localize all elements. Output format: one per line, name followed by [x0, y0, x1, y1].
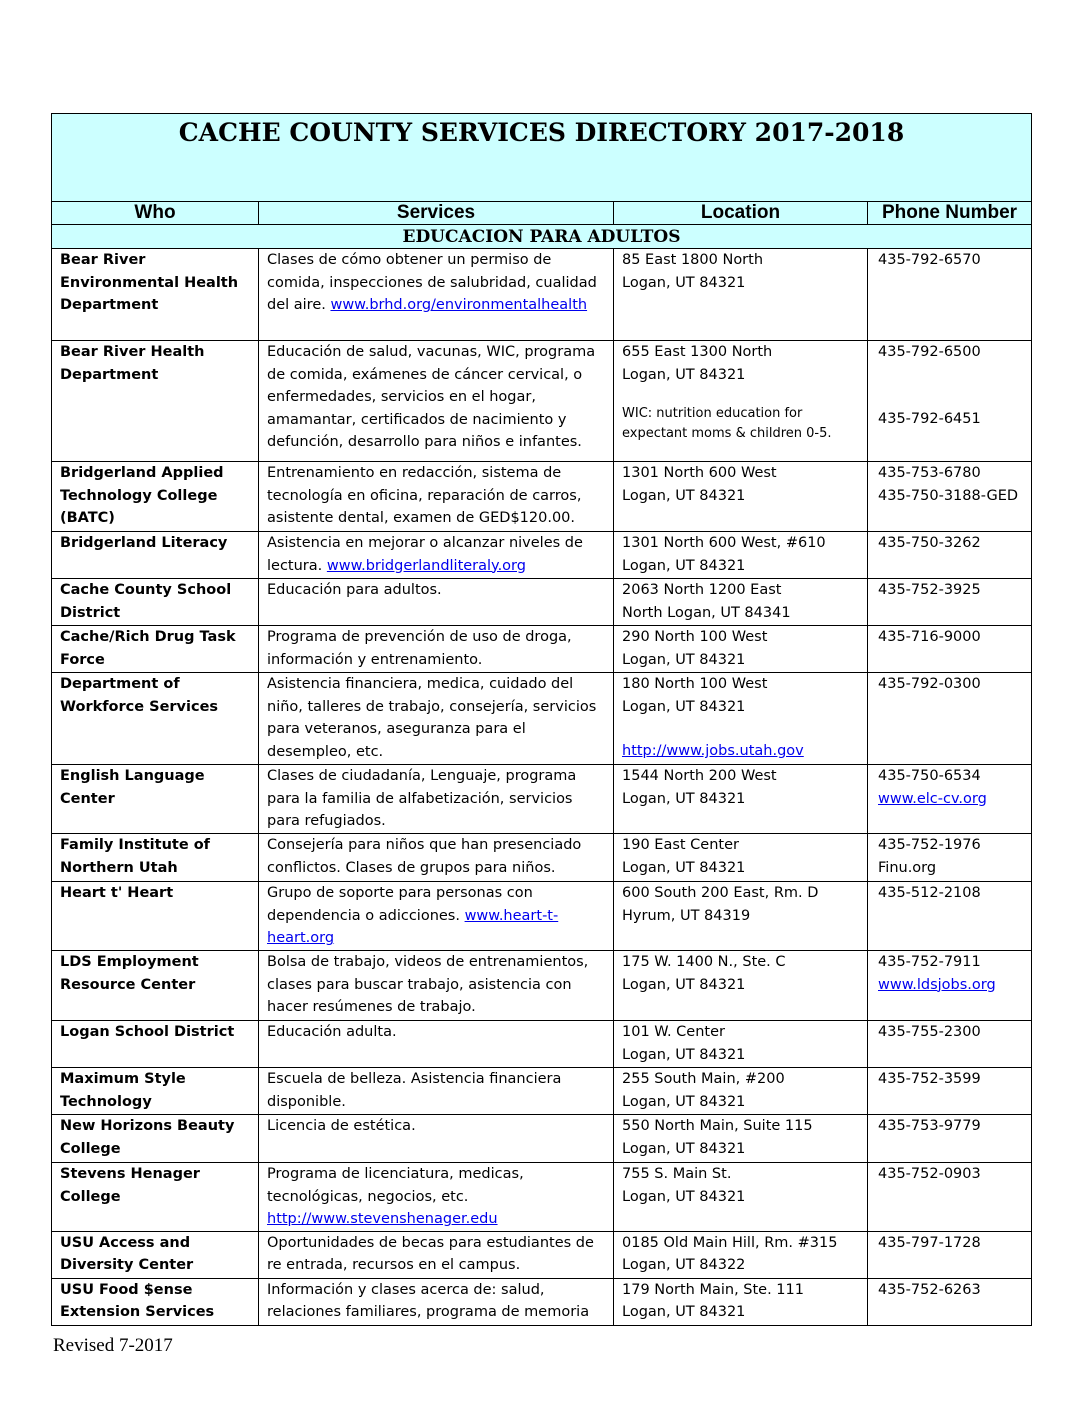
table-row — [52, 462, 1032, 532]
cell-services — [259, 951, 614, 1021]
location-line-2: Logan, UT 84321 — [622, 1188, 746, 1205]
location-line-2: Hyrum, UT 84319 — [622, 907, 751, 924]
cell-services — [259, 462, 614, 532]
cell-who: Cache/Rich Drug Task Force — [52, 626, 259, 673]
location-line-1: 190 East Center — [622, 837, 739, 853]
location-line-1: 550 North Main, Suite 115 — [622, 1118, 813, 1134]
table-row — [52, 673, 1032, 765]
cell-who: Bear River Environmental Health Department — [52, 249, 259, 341]
location-note: WIC: nutrition education for expectant moms & children 0-5. — [622, 406, 832, 441]
phone-number: 435-750-3262 — [878, 535, 981, 551]
cell-location — [614, 1163, 868, 1232]
location-line-2: Logan, UT 84321 — [622, 1140, 746, 1157]
column-header-location: Location — [614, 202, 868, 225]
cell-phone — [868, 1068, 1032, 1115]
phone-number: 435-752-3925 — [878, 582, 981, 598]
cell-services — [259, 626, 614, 673]
cell-services — [259, 765, 614, 834]
location-line-1: 85 East 1800 North — [622, 252, 764, 268]
cell-who: Stevens Henager College — [52, 1163, 259, 1232]
phone-number: 435-512-2108 — [878, 885, 981, 901]
phone-number: 435-752-6263 — [878, 1281, 981, 1298]
table-row — [52, 579, 1032, 626]
table-row — [52, 249, 1032, 341]
cell-location — [614, 532, 868, 579]
location-line-1: 1301 North 600 West — [622, 465, 777, 481]
services-text: Bolsa de trabajo, videos de entrenamientos, clases para buscar trabajo, asistencia con hacer resúmenes de trabajo. — [267, 954, 589, 1015]
location-line-2: Logan, UT 84321 — [622, 651, 746, 668]
location-line-1: 290 North 100 West — [622, 629, 768, 645]
table-row — [52, 834, 1032, 882]
phone-number: 435-755-2300 — [878, 1024, 981, 1040]
table-row — [52, 1278, 1032, 1325]
cell-who: English Language Center — [52, 765, 259, 834]
cell-location — [614, 462, 868, 532]
cell-phone — [868, 1115, 1032, 1163]
services-text: Asistencia financiera, medica, cuidado del niño, talleres de trabajo, consejería, servicios para veteranos, aseguranza para el desempleo, etc. — [267, 676, 597, 760]
cell-phone — [868, 341, 1032, 462]
location-line-1: 655 East 1300 North — [622, 344, 773, 360]
phone-number: 435-752-3599 — [878, 1071, 981, 1087]
cell-who: Bridgerland Applied Technology College (BATC) — [52, 462, 259, 532]
phone-website-link[interactable]: www.ldsjobs.org — [878, 976, 996, 993]
location-line-2: Logan, UT 84321 — [622, 698, 746, 715]
cell-location — [614, 341, 868, 462]
phone-number: 435-753-9779 — [878, 1118, 981, 1134]
table-row — [52, 1021, 1032, 1068]
table-row — [52, 1231, 1032, 1278]
location-line-1: 0185 Old Main Hill, Rm. #315 — [622, 1234, 838, 1251]
table-row — [52, 1068, 1032, 1115]
location-line-1: 175 W. 1400 N., Ste. C — [622, 954, 786, 970]
services-text: Información y clases acerca de: salud, relaciones familiares, programa de memoria — [267, 1281, 590, 1320]
cell-phone — [868, 462, 1032, 532]
phone-number: 435-752-1976 — [878, 837, 981, 853]
location-line-2: Logan, UT 84321 — [622, 976, 746, 993]
location-line-1: 600 South 200 East, Rm. D — [622, 885, 819, 901]
table-row — [52, 341, 1032, 462]
section-heading: EDUCACION PARA ADULTOS — [52, 225, 1032, 249]
cell-who: USU Access and Diversity Center — [52, 1231, 259, 1278]
phone-number: 435-750-6534 — [878, 768, 981, 784]
location-line-1: 101 W. Center — [622, 1024, 725, 1040]
table-row — [52, 1163, 1032, 1232]
cell-location — [614, 882, 868, 951]
services-link[interactable]: http://www.stevenshenager.edu — [267, 1211, 498, 1227]
cell-phone — [868, 1231, 1032, 1278]
phone-number: 435-797-1728 — [878, 1234, 981, 1251]
table-row — [52, 882, 1032, 951]
location-line-2: Logan, UT 84321 — [622, 1304, 746, 1320]
cell-location — [614, 951, 868, 1021]
table-row — [52, 951, 1032, 1021]
cell-who: Bridgerland Literacy — [52, 532, 259, 579]
location-line-1: 180 North 100 West — [622, 676, 768, 692]
column-header-row — [52, 202, 1032, 225]
cell-phone — [868, 1021, 1032, 1068]
cell-services — [259, 673, 614, 765]
phone-secondary: 435-750-3188-GED — [878, 487, 1019, 504]
services-text: Educación para adultos. — [267, 582, 442, 598]
cell-services — [259, 1115, 614, 1163]
page-title: CACHE COUNTY SERVICES DIRECTORY 2017-2018 — [52, 114, 1032, 202]
phone-secondary: 435-792-6451 — [878, 410, 981, 427]
cell-services — [259, 1021, 614, 1068]
cell-services — [259, 1068, 614, 1115]
table-row — [52, 532, 1032, 579]
cell-location — [614, 1278, 868, 1325]
cell-phone — [868, 951, 1032, 1021]
phone-number: 435-792-6500 — [878, 344, 981, 360]
services-text: Entrenamiento en redacción, sistema de tecnología en oficina, reparación de carros, asistente dental, examen de GED$120.00. — [267, 465, 582, 526]
phone-number: 435-792-6570 — [878, 252, 981, 268]
location-line-2: Logan, UT 84321 — [622, 274, 746, 291]
location-line-2: Logan, UT 84321 — [622, 366, 746, 383]
phone-secondary: Finu.org — [878, 859, 937, 876]
directory-table-wrap — [51, 113, 1031, 1326]
cell-location — [614, 249, 868, 341]
cell-location — [614, 579, 868, 626]
column-header-phone: Phone Number — [868, 202, 1032, 225]
services-text: Escuela de belleza. Asistencia financiera disponible. — [267, 1071, 562, 1110]
services-text: Educación adulta. — [267, 1024, 397, 1040]
cell-location — [614, 673, 868, 765]
cell-who: Family Institute of Northern Utah — [52, 834, 259, 882]
location-link[interactable]: http://www.jobs.utah.gov — [622, 743, 804, 759]
cell-who: Department of Workforce Services — [52, 673, 259, 765]
services-text: Licencia de estética. — [267, 1118, 416, 1134]
cell-services — [259, 532, 614, 579]
cell-phone — [868, 834, 1032, 882]
location-line-2: Logan, UT 84321 — [622, 487, 746, 504]
cell-location — [614, 765, 868, 834]
location-line-2: Logan, UT 84321 — [622, 790, 746, 807]
services-text: Educación de salud, vacunas, WIC, programa de comida, exámenes de cáncer cervical, o enfermedades, servicios en el hogar, amamantar, certificados de nacimiento y defunción, desarrollo para niños e infantes. — [267, 344, 596, 450]
cell-services — [259, 341, 614, 462]
cell-services — [259, 579, 614, 626]
phone-number: 435-792-0300 — [878, 676, 981, 692]
location-line-1: 255 South Main, #200 — [622, 1071, 785, 1087]
phone-number: 435-752-0903 — [878, 1166, 981, 1182]
table-row — [52, 1115, 1032, 1163]
cell-location — [614, 1115, 868, 1163]
cell-location — [614, 626, 868, 673]
cell-services — [259, 1231, 614, 1278]
phone-website-link[interactable]: www.elc-cv.org — [878, 790, 987, 807]
services-link[interactable]: www.bridgerlandliteraly.org — [326, 557, 526, 574]
location-line-1: 179 North Main, Ste. 111 — [622, 1281, 804, 1298]
services-text: Clases de ciudadanía, Lenguaje, programa para la familia de alfabetización, servicios para refugiados. — [267, 768, 577, 829]
phone-number: 435-753-6780 — [878, 465, 981, 481]
services-text: Programa de prevención de uso de droga, información y entrenamiento. — [267, 629, 572, 668]
cell-who: Maximum Style Technology — [52, 1068, 259, 1115]
cell-services — [259, 882, 614, 951]
cell-phone — [868, 1278, 1032, 1325]
location-line-1: 1301 North 600 West, #610 — [622, 535, 826, 551]
location-line-1: 1544 North 200 West — [622, 768, 777, 784]
cell-phone — [868, 579, 1032, 626]
location-line-2: Logan, UT 84321 — [622, 859, 746, 876]
cell-phone — [868, 765, 1032, 834]
cell-who: USU Food $ense Extension Services — [52, 1278, 259, 1325]
location-line-2: North Logan, UT 84341 — [622, 604, 791, 621]
cell-phone — [868, 626, 1032, 673]
location-line-1: 2063 North 1200 East — [622, 582, 782, 598]
phone-number: 435-752-7911 — [878, 954, 981, 970]
cell-who: Logan School District — [52, 1021, 259, 1068]
services-text: Programa de licenciatura, medicas, tecnológicas, negocios, etc. — [267, 1166, 524, 1205]
cell-services — [259, 1278, 614, 1325]
cell-location — [614, 1231, 868, 1278]
cell-who: Cache County School District — [52, 579, 259, 626]
cell-who: New Horizons Beauty College — [52, 1115, 259, 1163]
phone-number: 435-716-9000 — [878, 629, 981, 645]
location-line-2: Logan, UT 84322 — [622, 1257, 746, 1273]
cell-location — [614, 834, 868, 882]
cell-phone — [868, 673, 1032, 765]
cell-who: LDS Employment Resource Center — [52, 951, 259, 1021]
services-text: Consejería para niños que han presenciado conflictos. Clases de grupos para niños. — [267, 837, 582, 876]
revised-footer: Revised 7-2017 — [53, 1335, 173, 1356]
location-line-2: Logan, UT 84321 — [622, 1046, 746, 1063]
column-header-services: Services — [259, 202, 614, 225]
cell-services — [259, 834, 614, 882]
table-row — [52, 626, 1032, 673]
cell-who: Heart t' Heart — [52, 882, 259, 951]
cell-services — [259, 249, 614, 341]
services-link[interactable]: www.brhd.org/environmentalhealth — [330, 297, 588, 313]
cell-location — [614, 1068, 868, 1115]
cell-phone — [868, 1163, 1032, 1232]
services-text: Asistencia en mejorar o alcanzar niveles de lectura. — [267, 535, 583, 574]
cell-phone — [868, 882, 1032, 951]
table-row — [52, 765, 1032, 834]
services-text: Clases de cómo obtener un permiso de comida, inspecciones de salubridad, cualidad del aire. — [267, 252, 597, 313]
services-text: Grupo de soporte para personas con dependencia o adicciones. — [267, 885, 533, 924]
column-header-who: Who — [52, 202, 259, 225]
cell-phone — [868, 532, 1032, 579]
services-text: Oportunidades de becas para estudiantes de re entrada, recursos en el campus. — [267, 1234, 594, 1273]
location-line-1: 755 S. Main St. — [622, 1166, 732, 1182]
location-line-2: Logan, UT 84321 — [622, 557, 746, 574]
cell-location — [614, 1021, 868, 1068]
cell-services — [259, 1163, 614, 1232]
directory-table — [51, 113, 1032, 1326]
cell-who: Bear River Health Department — [52, 341, 259, 462]
location-line-2: Logan, UT 84321 — [622, 1093, 746, 1110]
services-link[interactable]: www.heart-t-heart.org — [267, 907, 559, 946]
cell-phone — [868, 249, 1032, 341]
